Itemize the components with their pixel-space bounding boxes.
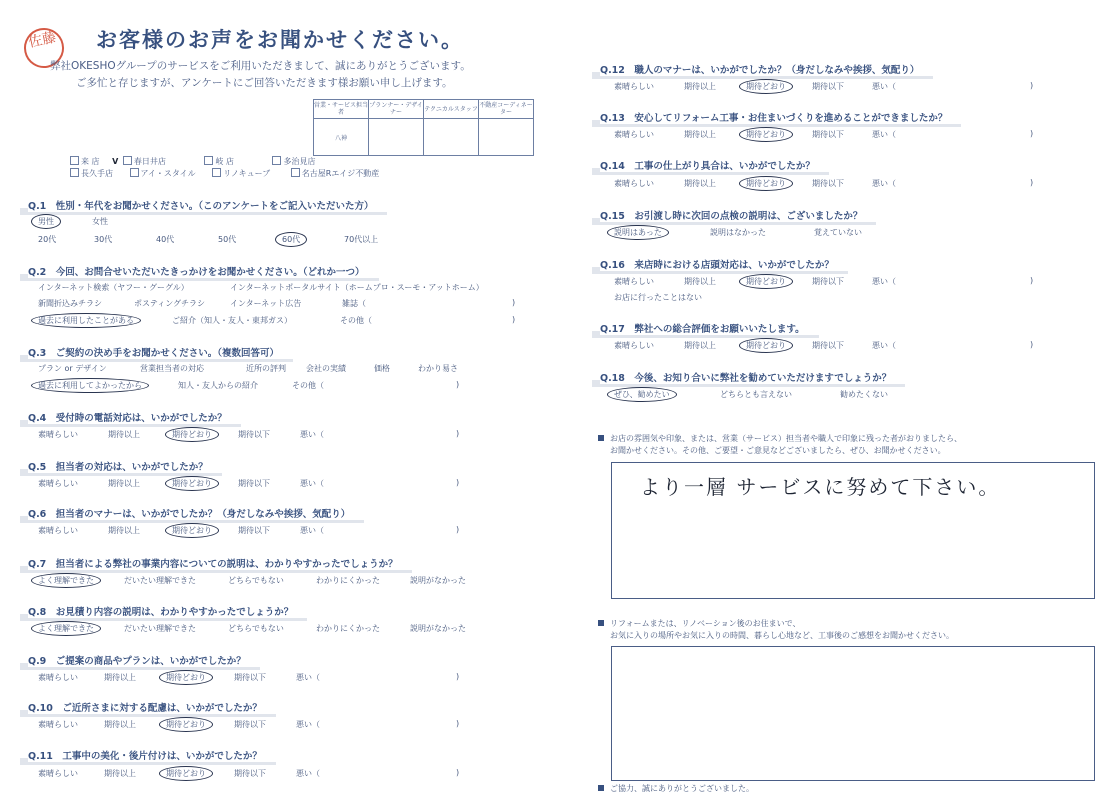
option[interactable]: 期待以下 [238,430,270,439]
q9-options: 素晴らしい 期待以上 期待どおり 期待以下 悪い（ ) [38,672,538,684]
option[interactable]: 期待以上 [108,479,140,488]
staff-header-sales: 営業・サービス担当者 [314,100,369,119]
option[interactable]: だいたい理解できた [124,576,196,585]
staff-planner-name[interactable] [369,119,424,156]
option[interactable]: 期待以下 [238,479,270,488]
option[interactable]: ポスティングチラシ [134,299,206,308]
option[interactable]: 素晴らしい [38,769,78,778]
option-selected[interactable]: よく理解できた [31,573,101,588]
option[interactable]: ご紹介（知人・友人・東邦ガス） [172,316,292,325]
option[interactable]: 悪い（ [296,769,320,778]
q16-options: 素晴らしい 期待以上 期待どおり 期待以下 悪い（ ) [614,276,1054,288]
comment-box-impressions[interactable] [611,462,1095,599]
option[interactable]: 期待以下 [812,179,844,188]
staff-header-technical: テクニカルスタッフ [424,100,479,119]
square-bullet-icon [598,785,604,791]
option[interactable]: どちらでもない [228,624,284,633]
option[interactable]: 勧めたくない [840,390,888,399]
option[interactable]: 期待以下 [234,673,266,682]
option[interactable]: 期待以上 [108,430,140,439]
store-row-2: 長久手店 アイ・スタイル リノキューブ 名古屋Rエイジ不動産 [70,168,379,179]
intro-line-2: ご多忙と存じますが、アンケートにご回答いただきます様お願い申し上げます。 [76,77,453,89]
option-selected[interactable]: 期待どおり [159,766,213,781]
option[interactable]: 悪い（ [872,277,896,286]
option[interactable]: 雑誌（ [342,299,366,308]
q1-title: Q.1 性別・年代をお聞かせください。（このアンケートをご記入いただいた方） [28,198,387,212]
option[interactable]: どちらでもない [228,576,284,585]
option-selected[interactable]: よく理解できた [31,621,101,636]
q4-options: 素晴らしい 期待以上 期待どおり 期待以下 悪い（ ) [38,429,538,441]
q14-options: 素晴らしい 期待以上 期待どおり 期待以下 悪い（ ) [614,178,1054,190]
staff-technical-name[interactable] [424,119,479,156]
q3-options-row1 [38,363,538,375]
option[interactable]: 期待以上 [104,673,136,682]
option[interactable]: 素晴らしい [614,82,654,91]
option[interactable]: 営業担当者の対応 [140,364,204,373]
option-selected[interactable]: 期待どおり [739,127,793,142]
q12-title: Q.12 職人のマナーは、いかがでしたか？（身だしなみや挨拶、気配り） [600,62,933,76]
staff-sales-name[interactable]: 八神 [314,119,369,156]
option[interactable]: 覚えていない [814,228,862,237]
option[interactable]: 説明はなかった [710,228,766,237]
q6-options: 素晴らしい 期待以上 期待どおり 期待以下 悪い（ ) [38,525,538,537]
option[interactable]: インターネット検索（ヤフー・グーグル） [38,283,189,292]
option[interactable]: 期待以下 [234,769,266,778]
q16-title: Q.16 来店時における店頭対応は、いかがでしたか？ [600,257,848,271]
option[interactable]: 近所の評判 [246,364,286,373]
option[interactable]: 期待以上 [684,179,716,188]
option-selected[interactable]: 期待どおり [159,717,213,732]
option[interactable]: 悪い（ [300,479,324,488]
q2-title: Q.2 今回、お問合せいただいたきっかけをお聞かせください。（どれか一つ） [28,264,379,278]
option[interactable]: 期待以上 [108,526,140,535]
option[interactable]: 期待以上 [104,720,136,729]
q3-options-row2: 過去に利用してよかったから 知人・友人からの紹介 その他（ ) [38,380,538,392]
staff-header-realestate: 不動産コーディネーター [479,100,534,119]
q7-options [38,575,538,587]
option[interactable]: その他（ [340,316,372,325]
square-bullet-icon [598,435,604,441]
option[interactable]: 40代 [156,235,175,244]
option[interactable]: 説明がなかった [410,576,466,585]
comment-box-after-construction[interactable] [611,646,1095,781]
option-selected[interactable]: 期待どおり [739,338,793,353]
q12-options: 素晴らしい 期待以上 期待どおり 期待以下 悪い（ ) [614,81,1054,93]
option[interactable]: 期待以下 [812,341,844,350]
checkbox[interactable] [130,168,139,177]
option[interactable]: わかりにくかった [316,576,380,585]
checkbox[interactable] [70,156,79,165]
q3-title: Q.3 ご契約の決め手をお聞かせください。（複数回答可） [28,345,293,359]
intro-line-1: 弊社OKESHOグループのサービスをご利用いただきまして、誠にありがとうございます。 [50,60,471,72]
q13-title: Q.13 安心してリフォーム工事・お住まいづくりを進めることができましたか？ [600,110,961,124]
option[interactable]: 70代以上 [344,235,379,244]
option[interactable]: 期待以上 [104,769,136,778]
option[interactable]: 悪い（ [296,720,320,729]
option[interactable]: 説明がなかった [410,624,466,633]
q4-title: Q.4 受付時の電話対応は、いかがでしたか？ [28,410,241,424]
option[interactable]: 女性 [92,217,108,226]
q6-title: Q.6 担当者のマナーは、いかがでしたか？（身だしなみや挨拶、気配り） [28,506,364,520]
q8-title: Q.8 お見積り内容の説明は、わかりやすかったでしょうか？ [28,604,307,618]
option[interactable]: 悪い（ [872,179,896,188]
box1-label: お店の雰囲気や印象、または、営業（サービス）担当者や職人で印象に残った者がおりましたら、 お聞かせください。その他、ご要望・ご意見などございましたら、ぜひ、お聞かせください。 [598,433,962,457]
q2-options-row1 [38,282,538,294]
q5-options: 素晴らしい 期待以上 期待どおり 期待以下 悪い（ ) [38,478,538,490]
comment-text: より一層 サービスに努めて下さい。 [640,475,1001,499]
option-selected[interactable]: 説明はあった [607,225,669,240]
q14-title: Q.14 工事の仕上がり具合は、いかがでしたか？ [600,158,829,172]
q11-title: Q.11 工事中の美化・後片付けは、いかがでしたか？ [28,748,276,762]
option[interactable]: その他（ [292,381,324,390]
option[interactable]: プラン or デザイン [38,364,107,373]
option[interactable]: 悪い（ [872,82,896,91]
q5-title: Q.5 担当者の対応は、いかがでしたか？ [28,459,222,473]
q18-options [614,389,1054,401]
checkbox[interactable] [212,168,221,177]
option[interactable]: 悪い（ [296,673,320,682]
q16-option-never-visited[interactable]: お店に行ったことはない [614,293,702,302]
option[interactable]: 期待以上 [684,341,716,350]
option[interactable]: どちらとも言えない [720,390,792,399]
q11-options: 素晴らしい 期待以上 期待どおり 期待以下 悪い（ ) [38,768,538,780]
option-selected[interactable]: 過去に利用してよかったから [31,378,149,393]
option[interactable]: わかりにくかった [316,624,380,633]
q15-title: Q.15 お引渡し時に次回の点検の説明は、ございましたか？ [600,208,876,222]
q9-title: Q.9 ご提案の商品やプランは、いかがでしたか？ [28,653,260,667]
checkbox[interactable] [123,156,132,165]
option[interactable]: 悪い（ [872,130,896,139]
option[interactable]: 50代 [218,235,237,244]
footer-thanks: ご協力、誠にありがとうございました。 [598,783,754,795]
option[interactable]: 知人・友人からの紹介 [178,381,258,390]
option[interactable]: 素晴らしい [38,430,78,439]
option[interactable]: 20代 [38,235,57,244]
staff-table [313,99,534,156]
option-selected[interactable]: 期待どおり [159,670,213,685]
option[interactable]: 期待以下 [812,277,844,286]
q10-title: Q.10 ご近所さまに対する配慮は、いかがでしたか？ [28,700,276,714]
option[interactable]: 期待以上 [684,130,716,139]
option[interactable]: インターネット広告 [230,299,302,308]
q1-gender-options [38,216,538,228]
option[interactable]: 期待以下 [234,720,266,729]
option[interactable]: 素晴らしい [38,673,78,682]
checkbox[interactable] [70,168,79,177]
q2-options-row3: 過去に利用したことがある ご紹介（知人・友人・東邦ガス） その他（ ) [38,315,538,327]
option[interactable]: 新聞折込みチラシ [38,299,102,308]
q15-options [614,227,1054,239]
option-selected[interactable]: 過去に利用したことがある [31,313,141,328]
option[interactable]: 素晴らしい [38,479,78,488]
option-selected[interactable]: 期待どおり [165,427,219,442]
option[interactable]: わかり易さ [418,364,458,373]
option[interactable]: 素晴らしい [38,720,78,729]
option[interactable]: 素晴らしい [614,341,654,350]
option[interactable]: 期待以下 [812,82,844,91]
q18-title: Q.18 今後、お知り合いに弊社を勧めていただけますでしょうか？ [600,370,905,384]
option[interactable]: 悪い（ [872,341,896,350]
option[interactable]: 素晴らしい [38,526,78,535]
q13-options: 素晴らしい 期待以上 期待どおり 期待以下 悪い（ ) [614,129,1054,141]
q17-title: Q.17 弊社への総合評価をお願いいたします。 [600,321,819,335]
staff-header-planner: プランナー・デザイナー [369,100,424,119]
q17-options: 素晴らしい 期待以上 期待どおり 期待以下 悪い（ ) [614,340,1054,352]
store-row-1: 来 店 V 春日井店 岐 店 多治見店 [70,156,315,167]
q7-title: Q.7 担当者による弊社の事業内容についての説明は、わかりやすかったでしょうか？ [28,556,412,570]
seal-stamp: 佐藤 [20,24,67,71]
q1-age-options [38,234,538,246]
option-selected[interactable]: 期待どおり [165,523,219,538]
checkbox[interactable] [272,156,281,165]
option[interactable]: 素晴らしい [614,277,654,286]
option[interactable]: 悪い（ [300,430,324,439]
option[interactable]: 価格 [374,364,390,373]
square-bullet-icon [598,620,604,626]
checkbox[interactable] [204,156,213,165]
option-selected[interactable]: ぜひ、勧めたい [607,387,677,402]
option[interactable]: 期待以下 [238,526,270,535]
option[interactable]: 期待以下 [812,130,844,139]
q8-options [38,623,538,635]
option[interactable]: 悪い（ [300,526,324,535]
q2-options-row2: 新聞折込みチラシ ポスティングチラシ インターネット広告 雑誌（ ) [38,298,516,308]
option[interactable]: 期待以上 [684,277,716,286]
option[interactable]: 期待以上 [684,82,716,91]
option-selected[interactable]: 男性 [31,214,61,229]
option[interactable]: 会社の実績 [306,364,346,373]
checkbox[interactable] [291,168,300,177]
option[interactable]: 30代 [94,235,113,244]
option-selected[interactable]: 期待どおり [739,176,793,191]
option[interactable]: 素晴らしい [614,130,654,139]
box2-label: リフォームまたは、リノベーション後のお住まいで、 お気に入りの場所やお気に入りの時間、暮らし心地など、工事後のご感想をお聞かせください。 [598,618,954,642]
option-selected[interactable]: 期待どおり [739,274,793,289]
option-selected[interactable]: 60代 [275,232,307,247]
option[interactable]: 素晴らしい [614,179,654,188]
staff-realestate-name[interactable] [479,119,534,156]
option-selected[interactable]: 期待どおり [165,476,219,491]
q10-options: 素晴らしい 期待以上 期待どおり 期待以下 悪い（ ) [38,719,538,731]
check-mark: V [112,157,119,166]
option[interactable]: だいたい理解できた [124,624,196,633]
option[interactable]: インターネットポータルサイト（ホームプロ・スーモ・アットホーム） [230,283,484,292]
option-selected[interactable]: 期待どおり [739,79,793,94]
page-title: お客様のお声をお聞かせください。 [96,28,464,52]
